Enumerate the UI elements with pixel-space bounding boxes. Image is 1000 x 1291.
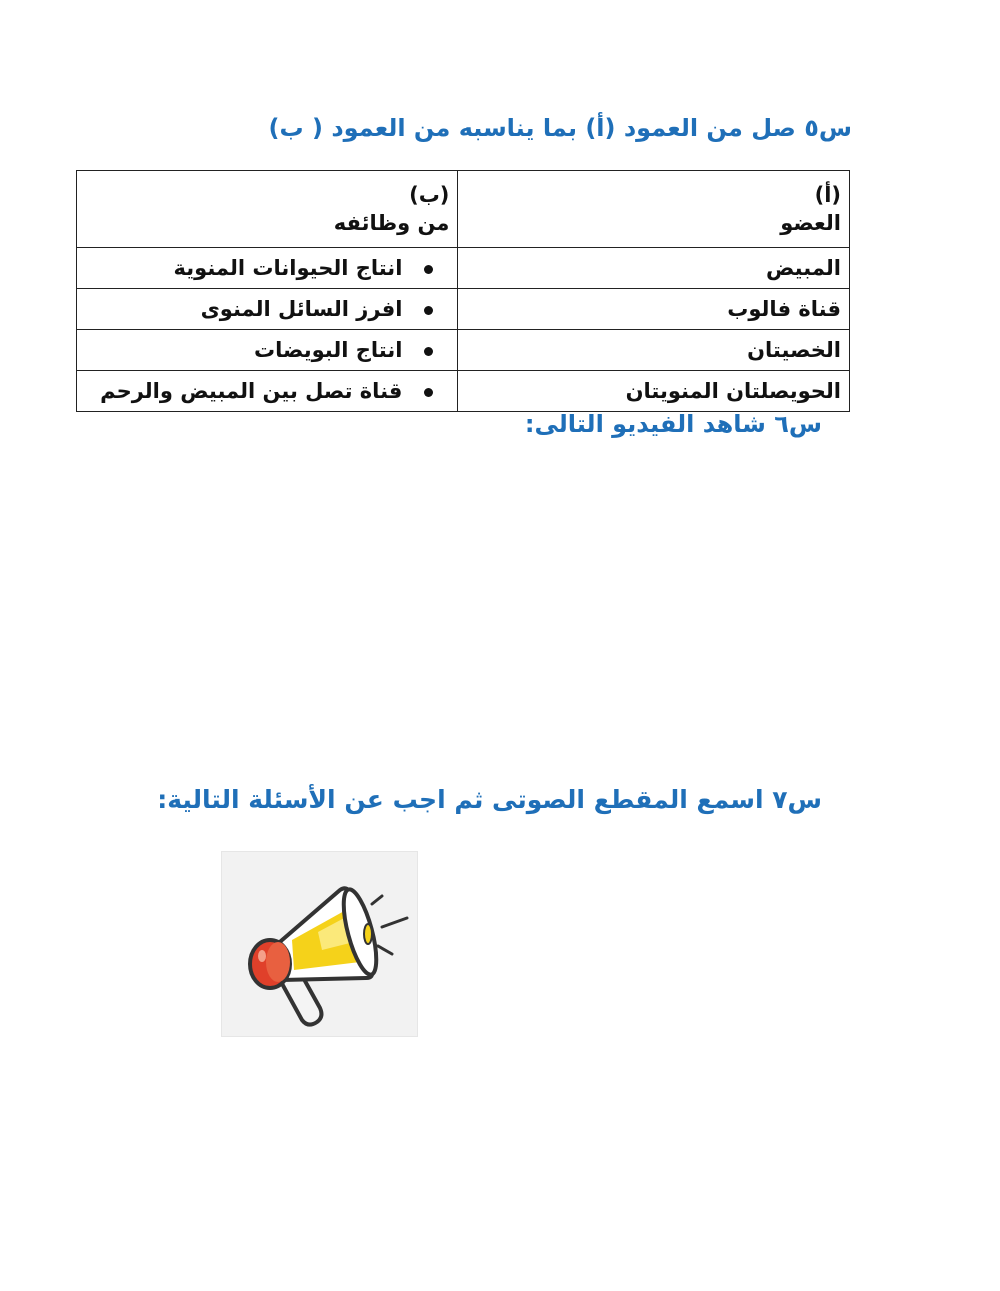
table-row xyxy=(77,330,850,371)
megaphone-icon[interactable] xyxy=(221,851,418,1037)
organ-cell: المبيض xyxy=(458,248,850,289)
function-label: افرز السائل المنوى xyxy=(200,297,403,321)
table-header-row xyxy=(77,171,850,248)
bullet-icon xyxy=(424,388,433,397)
function-cell[interactable] xyxy=(77,330,458,371)
question-6-title: س٦ شاهد الفيديو التالى: xyxy=(524,410,822,438)
column-a-header-cell xyxy=(458,171,850,248)
column-a-header: (أ) xyxy=(814,182,841,207)
column-b-header-cell xyxy=(77,171,458,248)
bullet-icon xyxy=(424,265,433,274)
organ-cell: الحويصلتان المنويتان xyxy=(458,371,850,412)
table-row xyxy=(77,248,850,289)
organ-cell: قناة فالوب xyxy=(458,289,850,330)
column-b-header: (ب) xyxy=(409,182,450,207)
function-label: انتاج الحيوانات المنوية xyxy=(173,256,403,280)
column-a-subheader: العضو xyxy=(780,211,841,235)
function-label: قناة تصل بين المبيض والرحم xyxy=(100,379,403,403)
bullet-icon xyxy=(424,306,433,315)
column-b-subheader: من وظائفه xyxy=(333,211,450,235)
organ-cell: الخصيتان xyxy=(458,330,850,371)
bullet-icon xyxy=(424,347,433,356)
matching-table xyxy=(76,170,850,412)
function-cell[interactable] xyxy=(77,248,458,289)
question-5-title: س٥ صل من العمود (أ) بما يناسبه من العمود ( ب) xyxy=(268,114,852,142)
function-cell[interactable] xyxy=(77,289,458,330)
function-label: انتاج البويضات xyxy=(254,338,403,362)
table-row xyxy=(77,371,850,412)
table-row xyxy=(77,289,850,330)
function-cell[interactable] xyxy=(77,371,458,412)
question-7-title: س٧ اسمع المقطع الصوتى ثم اجب عن الأسئلة التالية: xyxy=(157,785,822,814)
